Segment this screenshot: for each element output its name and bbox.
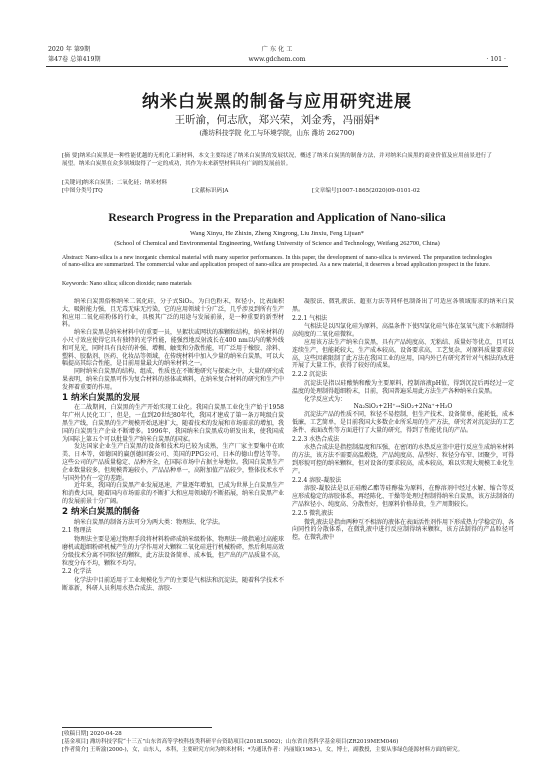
- authors-zh: 王昕渝，何志欣，郑兴荣，刘金秀，冯丽娟*: [174, 114, 380, 126]
- page-number: · 101 ·: [486, 56, 506, 63]
- body-paragraph: 物理法主要是通过物理手段将材料粉碎成纳米级粉体，物理法一般指通过高能球磨机或超细粉碎机械产生的力学作用对大颗粒二氧化硅进行机械粉碎，然后利用高效分级技术分离不同粒径的颗粒，此方法设备简单、成本低，但产出的产品质量不高，粒度分布不均，颗粒不均匀。: [62, 536, 284, 567]
- affiliation-zh: (潍坊科技学院 化工与环境学院，山东 潍坊 262700): [199, 129, 355, 137]
- keywords-zh-text: [关键词]纳米白炭黑；二氧化硅；纳米材料: [62, 180, 168, 186]
- title-zh: 纳米白炭黑的制备与应用研究进展: [142, 92, 412, 112]
- subsection-heading: 2.1 物理法: [62, 527, 92, 535]
- section-heading: 1 纳米白炭黑的发展: [62, 392, 140, 403]
- abstract-zh: [摘 要]纳米白炭黑是一种性能优越的无机化工新材料，本文主要综述了纳米白炭黑的发展状况，概述了纳米白炭黑的制备方法，并对纳米白炭黑的商业价值及应用前景进行了展望。纳米白炭黑在众多领域取得了一定的成功，其作为未来新型材料具有广阔的发展前景。: [62, 153, 492, 167]
- body-paragraph: 微乳液法是指由两种互不相溶的液体在表面活性剂作用下形成热力学稳定的、各向同性的分散体系，在微乳液中进行反应制得纳米颗粒，该方法制得的产品粒径可控，在微乳液中: [292, 518, 514, 542]
- header-journal: 广 东 化 工: [261, 46, 293, 53]
- body-paragraph: 气相法是以四氯化硅为原料，高温条件下使四氯化硅气体在氢氧气流下水解制得高纯度的二氧化硅微粒。: [292, 323, 514, 339]
- body-paragraph: 纳米白炭黑的制备方法可分为两大类：物理法、化学法。: [74, 518, 225, 526]
- footnote-author: [作者简介] 王昕渝(2000-)，女，山东人，本科，主要研究方向为纳米材料；*为通讯作者：冯丽娟(1983-)，女，博士，副教授，主要从事绿色能源材料方面的研究。: [62, 747, 464, 753]
- body-paragraph: 同时纳米白炭黑的结构、组成、性质也在不断地研究与探索之中，大量的研究成果表明，纳米白炭黑可作为复合材料的基体或填料，在纳米复合材料的研究和生产中发挥着重要的作用。: [62, 368, 284, 391]
- body-paragraph: 沉淀法是指以硅酸钠和酸为主要原料，控制溶液pH值，得到沉淀后再经过一定温度的处理制得超细粉末，目前，我国普遍采用此方法生产各种纳米白炭黑。: [292, 379, 514, 395]
- article-id: [文章编号]1007-1865(2020)09-0101-02: [312, 188, 420, 194]
- keywords-en: Keywords: Nano silica; silicon dioxide; nano materials: [62, 281, 192, 287]
- body-paragraph: 发达国家企业生产白炭黑的设备和技术均已较为成熟，生产厂家主要集中在欧美、日本等，如德国的赢创德固赛公司、美国的PPG公司、日本的德山曹达等等。这些公司的产品质量稳定、品种齐全，在国际市场中占据主导地位。我国白炭黑生产企业数量较多，但规模普遍较小，产品品种单一，高附加值产品较少，整体技术水平与国外仍有一定的差距。: [62, 443, 284, 482]
- affiliation-en: (School of Chemical and Environmental Engineering, Weifang University of Science and Technology, Weifang 262700, China): [114, 240, 440, 247]
- body-paragraph: 凝胶法、微乳液法、超重力法等同样也制备出了可适应各领域需求的纳米白炭黑。: [292, 298, 514, 313]
- body-paragraph: 溶胶-凝胶法是以正硅酸乙酯等硅醇盐为原料，在醇溶剂中经过水解、缩合等反应形成稳定的溶胶体系，再经陈化、干燥等处理过程制得纳米白炭黑，该方法制备的产品粒径小、纯度高、分散性好，但原料价格昂贵，生产周期较长。: [292, 485, 514, 508]
- body-paragraph: 水热合成法是指控制温度和压强，在密闭的水热反应釜中进行反应生成纳米材料的方法，该方法不需要高温煅烧，产品纯度高、晶型好、粒径分布窄、团聚少，可得到形貌可控的纳米颗粒，但对设备的要求较高，成本较高，难以实现大规模工业化生产。: [292, 444, 514, 475]
- abstract-en: Abstract: Nano-silica is a new inorganic chemical material with many superior performances. In this paper, the development of nano-silica is reviewed. The preparation technologies of nano-silica are summarized. The commercial value and application prospect of nano-silica are prospected. As a new material, it deserves a broad application prospect in the future.: [62, 255, 492, 269]
- footnote-received: [收稿日期] 2020-04-28: [62, 731, 122, 737]
- body-paragraph: 沉淀法产品的性质不同，粒径不易控制，但生产技术、设备简单，能耗低，成本低廉，工艺简单，是目前我国大多数企业所采用的生产方法，研究者对沉淀法的工艺条件、表面改性等方面进行了大量的研究，得到了性能优良的产品。: [292, 411, 514, 434]
- body-column-right: [292, 298, 514, 542]
- doc-code: [文献标识码]A: [192, 188, 229, 194]
- body-paragraph: 近年来，我国的白炭黑产业发展迅速，产量逐年增加，已成为世界上白炭黑生产和消费大国，随着国内市场需求的不断扩大和应用领域的不断拓展，纳米白炭黑产业的发展前景十分广阔。: [62, 482, 284, 505]
- header-volume: 第47卷 总第419期: [48, 56, 101, 63]
- header-website[interactable]: www.gdchem.com: [248, 56, 306, 63]
- title-en: Research Progress in the Preparation and Application of Nano-silica: [108, 211, 446, 224]
- section-heading: 2 纳米白炭黑的制备: [62, 506, 140, 517]
- body-paragraph: 在二战期间，白炭黑的生产开始实现工业化。我国白炭黑工业化生产始于1958年广州人民化工厂，但是，一直到20世纪80年代，我国才建成了第一条万吨级白炭黑生产线，白炭黑的生产规模开始迅速扩大，随着技术的发展和市场需求的增加，我国的白炭黑生产企业不断增多。1996年，我国纳米白炭黑成功研发出来，使我国成为国际上第五个可以批量生产纳米白炭黑的国家。: [62, 404, 284, 443]
- header-rule: [46, 66, 508, 67]
- body-paragraph: 化学法中目前适用于工业规模化生产的主要是气相法和沉淀法，随着科学技术不断革新，科研人员利用水热合成法、溶胶-: [62, 577, 284, 592]
- body-paragraph: 纳米白炭黑俗称纳米二氧化硅，分子式SiO₂，为白色粉末，粒径小，比表面积大，吸附能力强，且无毒无味无污染，它的应用领域十分广泛，几乎涉及到所有生产和应用二氧化硅粉体的行业，具极其广泛的用途与发展前景，是一种重要的新型材料。: [62, 298, 284, 329]
- footnote-rule: [62, 727, 212, 728]
- body-paragraph: 应用该方法生产纳米白炭黑，具有产品纯度高、无粘结、质量好等优点，且可以连续生产，但能耗较大，生产成本较高，设备要求高，工艺复杂，对原料质量要求较高，这些因素限制了此方法在我国工业的应用，国内外已有研究者针对气相法的改进开展了大量工作，获得了较好的成果。: [292, 338, 514, 370]
- subsection-heading: 2.2.1 气相法: [292, 314, 328, 322]
- body-column-left: [62, 298, 284, 593]
- header-issue: 2020 年 第9期: [48, 46, 91, 53]
- subsection-heading: 2.2.4 溶胶-凝胶法: [292, 476, 342, 484]
- body-paragraph: 化学反应式为：: [304, 395, 347, 403]
- subsection-heading: 2.2 化学法: [62, 568, 92, 576]
- body-paragraph: 纳米白炭黑是纳米材料中的重要一员，呈絮状或网状的准颗粒结构，纳米材料的小尺寸效应使得它具有独特的光学性能，能强烈地反射波长在400 nm以内的紫外线和可见光，同时具有良好的补强、增稠、触变和分散性能，可广泛用于橡胶、涂料、塑料、胶黏剂、医药、化妆品等领域，在传统材料中加入少量的纳米白炭黑，可以大幅提高其综合性能，是目前用量最大的纳米材料之一。: [62, 329, 284, 368]
- footnote-funding: [基金项目] 潍坊科技学院“十三五”山东省高等学校科技类科研平台资助项目(2018LS002)；山东省自然科学基金项目(ZR2019MEM046): [62, 739, 399, 745]
- subsection-heading: 2.2.2 沉淀法: [292, 371, 328, 379]
- subsection-heading: 2.2.3 水热合成法: [292, 435, 340, 443]
- class-number: [中图分类号]TQ: [62, 188, 103, 194]
- equation: Na₂SiO₃+2H⁺→SiO₂+2Na⁺+H₂O: [353, 403, 453, 411]
- subsection-heading: 2.2.5 微乳液法: [292, 509, 334, 517]
- authors-en: Wang Xinyu, He Zhixin, Zheng Xingrong, Liu Jinxiu, Feng Lijuan*: [190, 230, 364, 237]
